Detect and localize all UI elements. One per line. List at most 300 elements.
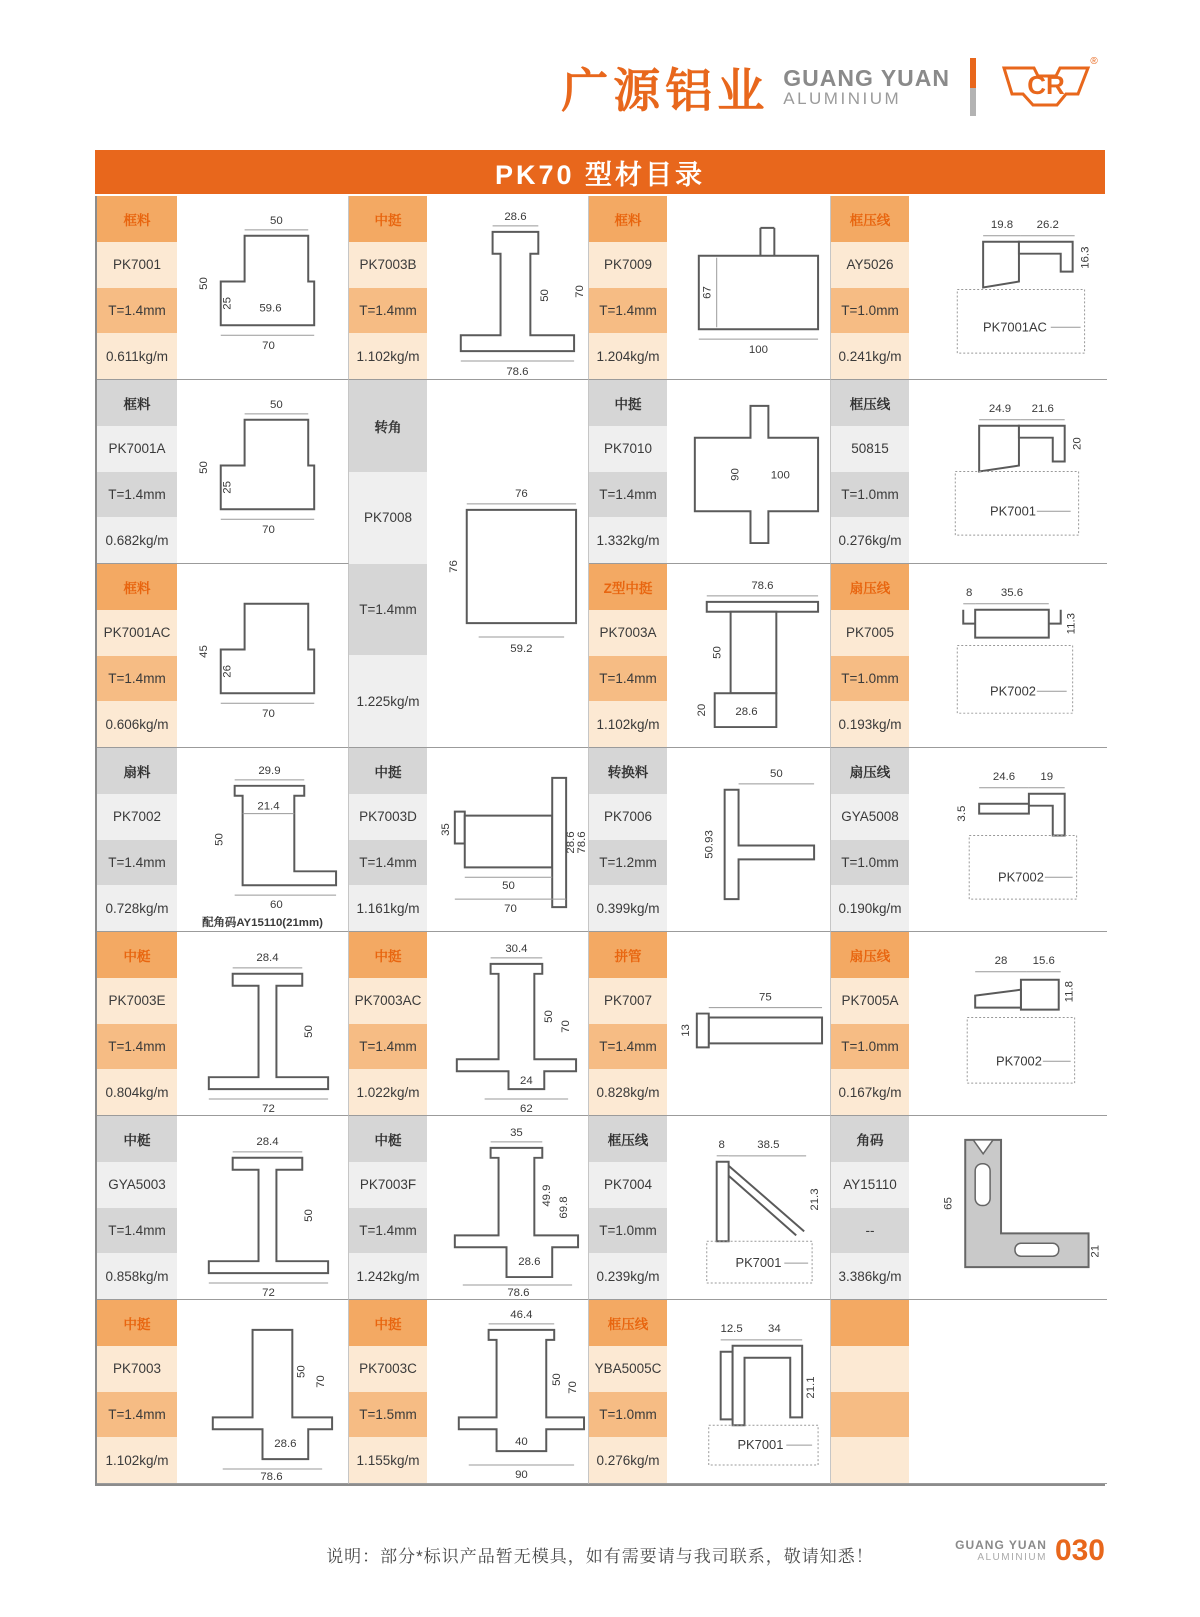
page-number: 030 <box>1054 1534 1105 1567</box>
product-code: PK7005A <box>831 978 909 1024</box>
label-cell-empty <box>831 1300 909 1484</box>
product-code: PK7003F <box>349 1162 427 1208</box>
drawing-cell-PK7010 <box>667 380 831 564</box>
dim-label: 50 <box>543 1010 556 1023</box>
category-label: 框料 <box>97 196 177 242</box>
dim-label: 24.6 <box>992 770 1016 783</box>
weight-label <box>831 1437 909 1483</box>
dim-label: 28.6 <box>518 1256 541 1269</box>
dim-label: 28.4 <box>256 951 279 964</box>
dim-label: 35 <box>439 823 452 836</box>
profile-drawing <box>427 1300 588 1483</box>
dim-label: 70 <box>315 1375 328 1388</box>
dim-label: 50 <box>197 461 210 474</box>
product-code: PK7004 <box>589 1162 667 1208</box>
profile-drawing <box>667 932 830 1115</box>
label-cell-PK7006 <box>589 748 667 932</box>
dim-label: 72 <box>262 1102 275 1115</box>
weight-label: 0.828kg/m <box>589 1069 667 1115</box>
corner-bracket-drawing <box>909 1116 1107 1299</box>
thickness-label: T=1.4mm <box>97 472 177 518</box>
brand-name-chinese: 广源铝业 <box>561 63 770 117</box>
dim-label: 21.3 <box>809 1188 822 1211</box>
category-label: 框压线 <box>589 1300 667 1346</box>
label-cell-GYA5008 <box>831 748 909 932</box>
dim-label: 28.6 <box>735 706 758 719</box>
category-label: 角码 <box>831 1116 909 1162</box>
ref-label: PK7002 <box>995 1053 1042 1069</box>
footer-brand: GUANG YUAN ALUMINIUM <box>955 1537 1047 1564</box>
page-mark <box>955 1534 1105 1568</box>
dim-label: 26.2 <box>1036 218 1059 231</box>
category-label: 拼管 <box>589 932 667 978</box>
dim-label: 21 <box>1089 1244 1102 1258</box>
weight-label: 1.242kg/m <box>349 1253 427 1299</box>
dim-label: 49.9 <box>541 1184 554 1207</box>
dim-label: 24.9 <box>988 402 1012 415</box>
dim-label: 76 <box>515 487 528 500</box>
profile-drawing <box>667 380 830 563</box>
category-label: 框压线 <box>831 196 909 242</box>
dim-label: 78.6 <box>751 579 774 592</box>
label-cell-PK7008 <box>349 380 427 748</box>
product-code: PK7006 <box>589 794 667 840</box>
thickness-label: T=1.4mm <box>97 1392 177 1438</box>
weight-label: 0.606kg/m <box>97 701 177 747</box>
weight-label: 0.804kg/m <box>97 1069 177 1115</box>
thickness-label: T=1.5mm <box>349 1392 427 1438</box>
label-cell-PK7003F <box>349 1116 427 1300</box>
dim-label: 28.6 <box>504 210 527 223</box>
product-code: AY15110 <box>831 1162 909 1208</box>
weight-label: 0.276kg/m <box>589 1437 667 1483</box>
thickness-label: T=1.4mm <box>349 840 427 886</box>
dim-label: 21.6 <box>1031 402 1054 415</box>
dim-label: 90 <box>515 1468 528 1481</box>
thickness-label: T=1.4mm <box>97 840 177 886</box>
dim-label: 3.5 <box>956 805 969 822</box>
product-code: PK7002 <box>97 794 177 840</box>
profile-drawing <box>427 748 588 931</box>
profile-drawing <box>909 748 1107 931</box>
drawing-cell-GYA5003 <box>177 1116 349 1300</box>
dim-label: 78.6 <box>260 1470 283 1483</box>
category-label: 框压线 <box>589 1116 667 1162</box>
product-code: PK7007 <box>589 978 667 1024</box>
dim-label: 21.1 <box>805 1376 818 1399</box>
product-code <box>831 1346 909 1392</box>
dim-label: 50 <box>539 289 552 302</box>
drawing-cell-PK7008 <box>427 380 589 748</box>
cr-logo-text: CR <box>1027 70 1065 100</box>
category-label: 扇料 <box>97 748 177 794</box>
drawing-cell-PK7003D <box>427 748 589 932</box>
dim-label: 16.3 <box>1079 246 1092 269</box>
thickness-label: T=1.4mm <box>97 1208 177 1254</box>
product-code: YBA5005C <box>589 1346 667 1392</box>
dim-label: 70 <box>560 1020 573 1033</box>
drawing-cell-GYA5008 <box>909 748 1107 932</box>
label-cell-PK7001 <box>97 196 177 380</box>
dim-label: 29.9 <box>258 764 281 777</box>
drawing-cell-PK7005 <box>909 564 1107 748</box>
drawing-cell-PK7004 <box>667 1116 831 1300</box>
drawing-cell-empty <box>909 1300 1107 1484</box>
thickness-label: T=1.4mm <box>589 288 667 334</box>
category-label: 中挺 <box>349 932 427 978</box>
weight-label: 1.204kg/m <box>589 333 667 379</box>
label-cell-PK7005 <box>831 564 909 748</box>
category-label: 扇压线 <box>831 564 909 610</box>
thickness-label: T=1.0mm <box>831 288 909 334</box>
label-cell-PK7003E <box>97 932 177 1116</box>
weight-label: 1.102kg/m <box>589 701 667 747</box>
category-label: 转换料 <box>589 748 667 794</box>
cr-logo-icon <box>996 54 1100 120</box>
label-cell-PK7003AC <box>349 932 427 1116</box>
weight-label: 0.167kg/m <box>831 1069 909 1115</box>
brand-block <box>561 54 1100 121</box>
thickness-label: T=1.4mm <box>97 656 177 702</box>
dim-label: 20 <box>695 703 708 717</box>
dim-label: 70 <box>262 524 275 537</box>
dim-label: 76 <box>447 560 460 573</box>
category-label: 框压线 <box>831 380 909 426</box>
drawing-cell-PK7003B <box>427 196 589 380</box>
label-cell-YBA5005C <box>589 1300 667 1484</box>
product-code: PK7001 <box>97 242 177 288</box>
dim-label: 60 <box>270 899 283 912</box>
drawing-cell-PK7003A <box>667 564 831 748</box>
page-footer <box>95 1528 1105 1588</box>
registered-mark: ® <box>1090 56 1098 67</box>
weight-label: 0.276kg/m <box>831 517 909 563</box>
thickness-label: T=1.4mm <box>349 1208 427 1254</box>
brand-divider <box>970 58 976 116</box>
ref-label: PK7001 <box>990 503 1036 519</box>
product-code: PK7001A <box>97 426 177 472</box>
weight-label: 0.193kg/m <box>831 701 909 747</box>
dim-label: 65 <box>942 1197 955 1210</box>
thickness-label: T=1.4mm <box>349 564 427 656</box>
weight-label: 0.241kg/m <box>831 333 909 379</box>
dim-label: 100 <box>770 469 790 482</box>
dim-label: 35 <box>510 1126 523 1139</box>
drawing-cell-AY15110 <box>909 1116 1107 1300</box>
dim-label: 59.2 <box>510 642 533 655</box>
weight-label: 1.102kg/m <box>97 1437 177 1483</box>
label-cell-AY15110 <box>831 1116 909 1300</box>
product-code: 50815 <box>831 426 909 472</box>
profile-drawing <box>177 1300 348 1483</box>
weight-label: 0.682kg/m <box>97 517 177 563</box>
profile-drawing <box>667 1116 830 1299</box>
category-label: 框料 <box>97 564 177 610</box>
product-code: PK7003C <box>349 1346 427 1392</box>
dim-label: 11.8 <box>1063 980 1076 1003</box>
dim-label: 50 <box>270 398 283 411</box>
dim-label: 50 <box>551 1373 564 1386</box>
drawing-cell-PK7002 <box>177 748 349 932</box>
dim-label: 50 <box>197 277 210 290</box>
profile-drawing <box>909 380 1107 563</box>
profile-drawing <box>909 932 1107 1115</box>
category-label: 转角 <box>349 380 427 472</box>
thickness-label: T=1.0mm <box>589 1208 667 1254</box>
product-code: PK7001AC <box>97 610 177 656</box>
dim-label: 100 <box>748 344 768 357</box>
label-cell-GYA5003 <box>97 1116 177 1300</box>
product-code: PK7010 <box>589 426 667 472</box>
thickness-label: T=1.4mm <box>589 472 667 518</box>
thickness-label: T=1.0mm <box>589 1392 667 1438</box>
profile-drawing <box>667 748 830 931</box>
weight-label: 0.399kg/m <box>589 885 667 931</box>
ref-label: PK7001 <box>735 1255 782 1271</box>
dim-label: 13 <box>679 1024 692 1037</box>
dim-label: 8 <box>718 1138 725 1151</box>
dim-label: 15.6 <box>1032 954 1055 967</box>
weight-label: 0.190kg/m <box>831 885 909 931</box>
product-code: PK7003E <box>97 978 177 1024</box>
drawing-cell-PK7001A <box>177 380 349 564</box>
label-cell-PK7010 <box>589 380 667 564</box>
category-label: 中梃 <box>97 1116 177 1162</box>
dim-label: 50 <box>711 646 724 659</box>
dim-label: 70 <box>567 1381 580 1394</box>
dim-label: 50 <box>213 833 226 846</box>
product-code: PK7003 <box>97 1346 177 1392</box>
product-code: GYA5008 <box>831 794 909 840</box>
catalog-content <box>95 150 1105 1486</box>
thickness-label: -- <box>831 1208 909 1254</box>
thickness-label: T=1.0mm <box>831 472 909 518</box>
label-cell-PK7003B <box>349 196 427 380</box>
dim-label: 26 <box>221 665 234 678</box>
weight-label: 0.858kg/m <box>97 1253 177 1299</box>
dim-label: 21.4 <box>257 800 280 813</box>
profile-drawing <box>427 196 588 379</box>
drawing-cell-PK7003E <box>177 932 349 1116</box>
dim-label: 46.4 <box>510 1308 533 1321</box>
product-code: PK7003B <box>349 242 427 288</box>
drawing-cell-PK7009 <box>667 196 831 380</box>
weight-label: 1.022kg/m <box>349 1069 427 1115</box>
profile-drawing <box>177 932 348 1115</box>
drawing-cell-PK7005A <box>909 932 1107 1116</box>
weight-label: 1.332kg/m <box>589 517 667 563</box>
thickness-label: T=1.4mm <box>97 288 177 334</box>
thickness-label: T=1.4mm <box>349 1024 427 1070</box>
label-cell-PK7009 <box>589 196 667 380</box>
dim-label: 8 <box>966 586 973 599</box>
dim-label: 70 <box>262 340 275 353</box>
thickness-label: T=1.4mm <box>97 1024 177 1070</box>
profile-drawing <box>177 748 348 931</box>
category-label: 中挺 <box>349 1300 427 1346</box>
drawing-cell-AY5026 <box>909 196 1107 380</box>
dim-label: 50 <box>303 1209 316 1222</box>
product-code: PK7003A <box>589 610 667 656</box>
drawing-cell-PK7003C <box>427 1300 589 1484</box>
dim-label: 75 <box>759 991 772 1004</box>
label-cell-PK7004 <box>589 1116 667 1300</box>
ref-label: PK7001AC <box>983 319 1047 335</box>
category-label: 中梃 <box>349 1116 427 1162</box>
category-label: 中挺 <box>349 196 427 242</box>
category-label: 框料 <box>589 196 667 242</box>
label-cell-PK7003A <box>589 564 667 748</box>
dim-label: 59.6 <box>259 302 282 315</box>
dim-label: 72 <box>262 1286 275 1299</box>
brand-name-english: GUANG YUAN ALUMINIUM <box>783 65 950 109</box>
page-header <box>0 0 1200 150</box>
profile-drawing <box>427 380 588 747</box>
dim-label: 70 <box>574 285 587 298</box>
dim-label: 24 <box>520 1075 533 1088</box>
thickness-label: T=1.0mm <box>831 1024 909 1070</box>
dim-label: 20 <box>1071 437 1084 451</box>
weight-label: 1.225kg/m <box>349 655 427 747</box>
category-label: 中挺 <box>349 748 427 794</box>
profile-drawing <box>427 1116 588 1299</box>
category-label <box>831 1300 909 1346</box>
thickness-label: T=1.2mm <box>589 840 667 886</box>
weight-label: 3.386kg/m <box>831 1253 909 1299</box>
category-label: 框料 <box>97 380 177 426</box>
product-code: AY5026 <box>831 242 909 288</box>
dim-label: 50 <box>502 880 515 893</box>
dim-label: 38.5 <box>757 1138 780 1151</box>
thickness-label: T=1.4mm <box>589 656 667 702</box>
dim-label: 50 <box>303 1025 316 1038</box>
label-cell-50815 <box>831 380 909 564</box>
dim-label: 50 <box>270 214 283 227</box>
label-cell-PK7002 <box>97 748 177 932</box>
dim-label: 78.6 <box>576 831 588 854</box>
thickness-label: T=1.0mm <box>831 840 909 886</box>
profile-drawing <box>667 196 830 379</box>
drawing-cell-PK7003F <box>427 1116 589 1300</box>
profile-drawing <box>427 932 588 1115</box>
label-cell-PK7003C <box>349 1300 427 1484</box>
dim-label: 28.4 <box>256 1135 279 1148</box>
dim-label: 70 <box>262 708 275 721</box>
dim-label: 25 <box>221 297 234 310</box>
profile-drawing <box>667 564 830 747</box>
dim-label: 67 <box>701 286 714 299</box>
profile-drawing <box>909 564 1107 747</box>
dim-label: 28 <box>994 954 1008 967</box>
product-code: GYA5003 <box>97 1162 177 1208</box>
weight-label: 1.102kg/m <box>349 333 427 379</box>
profile-drawing <box>177 1116 348 1299</box>
dim-label: 25 <box>221 481 234 494</box>
footer-note: 说明：部分*标识产品暂无模具，如有需要请与我司联系，敬请知悉！ <box>326 1547 874 1566</box>
label-cell-PK7001AC <box>97 564 177 748</box>
drawing-cell-PK7003AC <box>427 932 589 1116</box>
dim-label: 78.6 <box>506 365 529 378</box>
dim-label: 28.6 <box>274 1438 297 1451</box>
product-code: PK7009 <box>589 242 667 288</box>
category-label: 扇压线 <box>831 748 909 794</box>
drawing-cell-PK7003 <box>177 1300 349 1484</box>
ref-label: PK7001 <box>737 1437 784 1453</box>
dim-label: 19.8 <box>990 218 1014 231</box>
drawing-cell-YBA5005C <box>667 1300 831 1484</box>
dim-label: 40 <box>515 1436 528 1449</box>
weight-label: 1.161kg/m <box>349 885 427 931</box>
page-title: PK70 型材目录 <box>95 150 1105 194</box>
product-code: PK7003AC <box>349 978 427 1024</box>
profile-drawing <box>177 380 348 563</box>
dim-label: 50 <box>295 1365 308 1378</box>
category-label: 中挺 <box>589 380 667 426</box>
weight-label: 1.155kg/m <box>349 1437 427 1483</box>
ref-label: PK7002 <box>990 683 1036 699</box>
category-label: Z型中挺 <box>589 564 667 610</box>
drawing-cell-PK7007 <box>667 932 831 1116</box>
thickness-label <box>831 1392 909 1438</box>
dim-label: 11.3 <box>1065 612 1078 635</box>
profile-drawing <box>667 1300 830 1483</box>
profile-drawing <box>177 196 348 379</box>
dim-label: 35.6 <box>1000 586 1024 599</box>
category-label: 中梃 <box>97 932 177 978</box>
thickness-label: T=1.4mm <box>349 288 427 334</box>
profile-catalog-table <box>95 196 1105 1486</box>
thickness-label: T=1.0mm <box>831 656 909 702</box>
label-cell-PK7007 <box>589 932 667 1116</box>
weight-label: 0.239kg/m <box>589 1253 667 1299</box>
drawing-cell-50815 <box>909 380 1107 564</box>
product-code: PK7005 <box>831 610 909 656</box>
dim-label: 45 <box>197 645 210 658</box>
label-cell-PK7003 <box>97 1300 177 1484</box>
drawing-cell-PK7001AC <box>177 564 349 748</box>
dim-label: 62 <box>520 1102 533 1115</box>
dim-label: 90 <box>729 468 742 481</box>
dim-label: 50 <box>769 767 783 780</box>
dim-label: 30.4 <box>505 942 528 955</box>
dim-label: 12.5 <box>720 1322 743 1335</box>
dim-label: 70 <box>504 903 517 916</box>
label-cell-PK7005A <box>831 932 909 1116</box>
label-cell-AY5026 <box>831 196 909 380</box>
note-label: 配角码AY15110(21mm) <box>202 916 323 929</box>
dim-label: 34 <box>767 1322 781 1335</box>
drawing-cell-PK7006 <box>667 748 831 932</box>
drawing-cell-PK7001 <box>177 196 349 380</box>
dim-label: 78.6 <box>507 1286 530 1299</box>
dim-label: 19 <box>1040 770 1054 783</box>
label-cell-PK7001A <box>97 380 177 564</box>
ref-label: PK7002 <box>997 869 1044 885</box>
product-code: PK7003D <box>349 794 427 840</box>
thickness-label: T=1.4mm <box>589 1024 667 1070</box>
profile-drawing <box>909 196 1107 379</box>
product-code: PK7008 <box>349 472 427 564</box>
dim-label: 50.93 <box>703 830 716 859</box>
label-cell-PK7003D <box>349 748 427 932</box>
weight-label: 0.611kg/m <box>97 333 177 379</box>
weight-label: 0.728kg/m <box>97 885 177 931</box>
category-label: 中挺 <box>97 1300 177 1346</box>
dim-label: 69.8 <box>558 1196 571 1219</box>
profile-drawing <box>177 564 348 747</box>
category-label: 扇压线 <box>831 932 909 978</box>
dim-label: 28.6 <box>565 831 578 854</box>
